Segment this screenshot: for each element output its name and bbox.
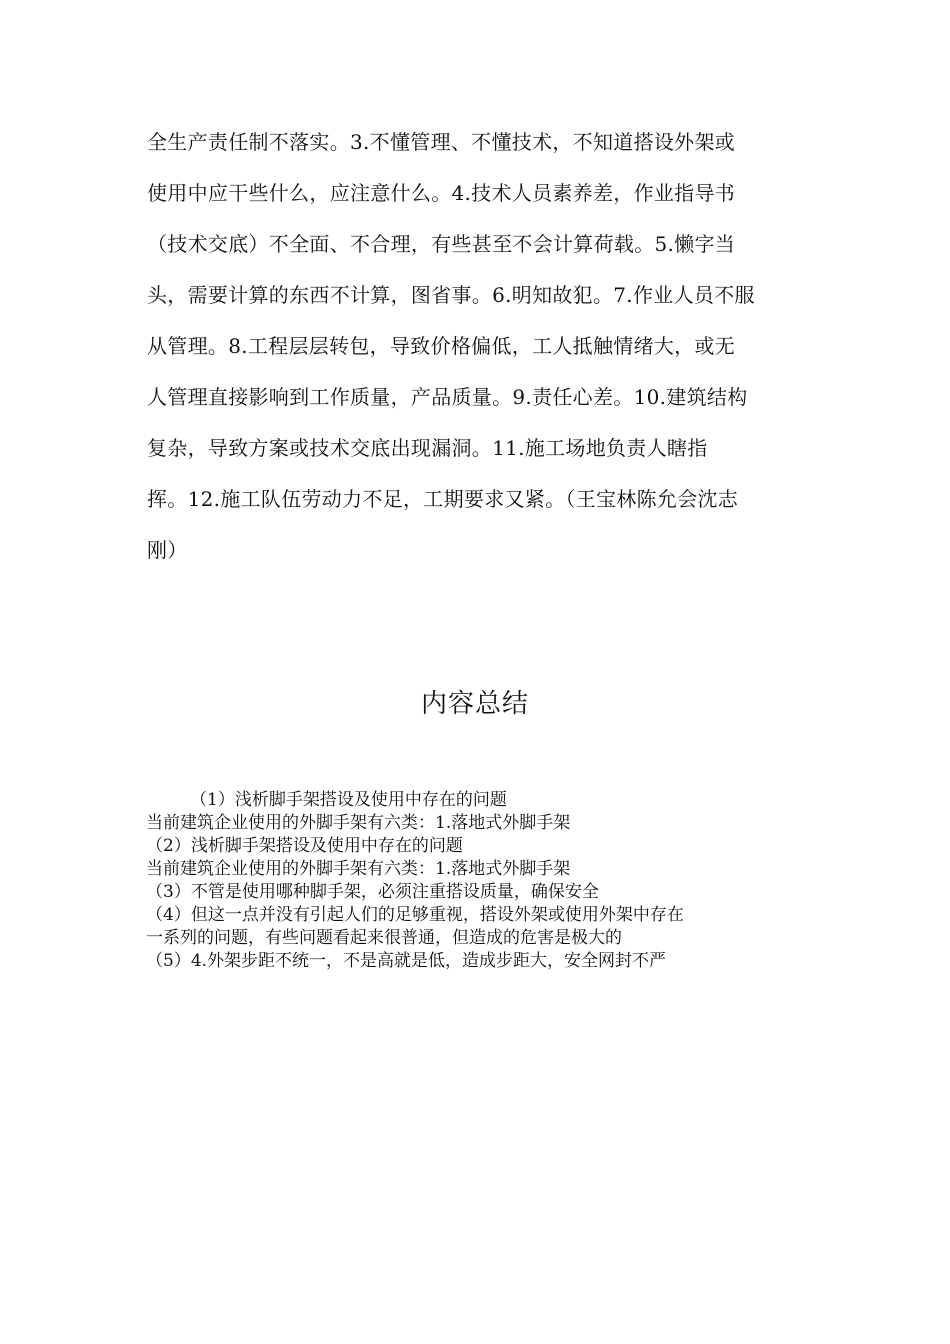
body-line: 头，需要计算的东西不计算，图省事。6.明知故犯。7.作业人员不服 [147,283,755,307]
body-line: 挥。12.施工队伍劳动力不足，工期要求又紧。（王宝林陈允会沈志 [147,487,739,511]
summary-title: 内容总结 [420,689,529,719]
body-line: 刚） [147,538,188,562]
body-line: 从管理。8.工程层层转包，导致价格偏低，工人抵触情绪大，或无 [147,334,736,358]
summary-line: 一系列的问题，有些问题看起来很普通，但造成的危害是极大的 [146,928,622,948]
summary-list [146,789,826,973]
summary-line: （2）浅析脚手架搭设及使用中存在的问题 [146,836,463,856]
body-line: 人管理直接影响到工作质量，产品质量。9.责任心差。10.建筑结构 [147,385,748,409]
summary-line: 当前建筑企业使用的外脚手架有六类：1.落地式外脚手架 [146,859,571,879]
body-paragraph [147,117,827,576]
summary-line: （5）4.外架步距不统一，不是高就是低，造成步距大，安全网封不严 [146,951,667,971]
summary-line: 当前建筑企业使用的外脚手架有六类：1.落地式外脚手架 [146,813,571,833]
summary-line: （4）但这一点并没有引起人们的足够重视，搭设外架或使用外架中存在 [146,905,684,925]
body-line: （技术交底）不全面、不合理，有些甚至不会计算荷载。5.懒字当 [147,232,736,256]
body-line: 使用中应干些什么，应注意什么。4.技术人员素养差，作业指导书 [147,181,736,205]
summary-line: （3）不管是使用哪种脚手架，必须注重搭设质量，确保安全 [146,882,599,902]
summary-line: （1）浅析脚手架搭设及使用中存在的问题 [190,790,507,810]
body-line: 全生产责任制不落实。3.不懂管理、不懂技术，不知道搭设外架或 [147,130,736,154]
body-line: 复杂，导致方案或技术交底出现漏洞。11.施工场地负责人瞎指 [147,436,708,460]
